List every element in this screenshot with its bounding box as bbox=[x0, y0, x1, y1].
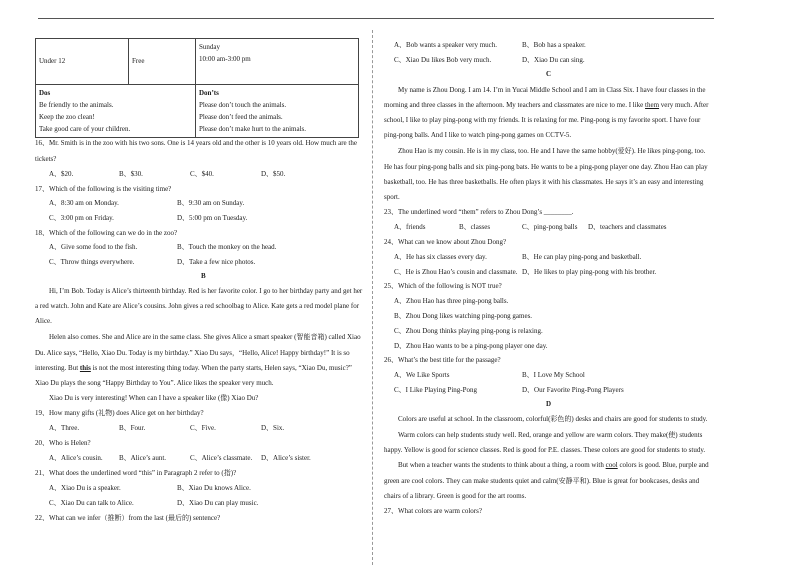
hours-text: 10:00 am-3:00 pm bbox=[199, 55, 251, 63]
option: D、5:00 pm on Tuesday. bbox=[177, 214, 248, 222]
option: B、Xiao Du knows Alice. bbox=[177, 484, 251, 492]
option: C、3:00 pm on Friday. bbox=[49, 214, 114, 222]
question-24: 24、What can we know about Zhou Dong? bbox=[384, 238, 507, 246]
top-rule bbox=[38, 18, 714, 19]
donts-item: Please don’t feed the animals. bbox=[199, 113, 283, 121]
option: A、$20. bbox=[49, 170, 74, 178]
question-16: 16、Mr. Smith is in the zoo with his two sons. One is 14 years old and the other is 10 years old. How much are the bbox=[35, 139, 357, 147]
option: A、Give some food to the fish. bbox=[49, 243, 138, 251]
option: A、friends bbox=[394, 223, 426, 231]
question-17: 17、Which of the following is the visiting time? bbox=[35, 185, 172, 193]
age-text: Under 12 bbox=[39, 57, 66, 65]
passage-c-line: Zhou Hao is my cousin. He is in my class, too. He and I have the same hobby(爱好). He likes ping-pong, too. bbox=[398, 147, 706, 155]
question-19: 19、How many gifts (礼物) does Alice get on her birthday? bbox=[35, 409, 204, 417]
option: C、I Like Playing Ping-Pong bbox=[394, 386, 478, 394]
text-run: very much. After bbox=[659, 101, 709, 109]
passage-b-line: Helen also comes. She and Alice are in the same class. She gives Alice a smart speaker (智能音箱) called Xiao bbox=[49, 333, 361, 341]
text-run: interesting. But bbox=[35, 364, 80, 372]
section-c-heading: C bbox=[546, 70, 552, 78]
passage-b-line: a red watch. John and Kate are Alice’s cousins. John gives a red schoolbag to Alice. Kate gets a red model plane for bbox=[35, 302, 360, 310]
option: B、Zhou Dong likes watching ping-pong games. bbox=[394, 312, 533, 320]
option: C、$40. bbox=[190, 170, 214, 178]
option: B、Four. bbox=[119, 424, 146, 432]
question-18: 18、Which of the following can we do in the zoo? bbox=[35, 229, 178, 237]
price-text: Free bbox=[132, 57, 145, 65]
option: D、Xiao Du can sing. bbox=[522, 56, 585, 64]
passage-c-line: ping-pong balls. And I like to watch ping-pong games on CCTV-5. bbox=[384, 131, 572, 139]
donts-cell bbox=[196, 85, 359, 138]
donts-item: Please don’t make hurt to the animals. bbox=[199, 125, 306, 133]
question-25: 25、Which of the following is NOT true? bbox=[384, 282, 502, 290]
option: A、Xiao Du is a speaker. bbox=[49, 484, 121, 492]
passage-d-line: green are cool colors. They can make students quiet and calm(安静平和). Blue is great for bookcases, desks and bbox=[384, 477, 700, 485]
option: C、ping-pong balls bbox=[522, 223, 578, 231]
option: D、Take a few nice photos. bbox=[177, 258, 256, 266]
text-run: colors is good. Blue, purple and bbox=[617, 461, 709, 469]
passage-b-line: Du. Alice says, “Hello, Xiao Du. Today is my birthday.” Xiao Du says，“Hello, Alice! Happy birthday!” It is so bbox=[35, 349, 350, 357]
passage-b-line: Alice. bbox=[35, 317, 52, 325]
section-d-heading: D bbox=[546, 400, 552, 408]
day-text: Sunday bbox=[199, 43, 220, 51]
option: A、Three. bbox=[49, 424, 80, 432]
dos-item: Take good care of your children. bbox=[39, 125, 131, 133]
passage-b-line: Hi, I’m Bob. Today is Alice’s thirteenth birthday. Red is her favorite color. I go to her birthday party and get her bbox=[49, 287, 363, 295]
question-22: 22、What can we infer（推断）from the last (最后的) sentence? bbox=[35, 514, 221, 522]
dos-item: Be friendly to the animals. bbox=[39, 101, 114, 109]
price-cell bbox=[129, 39, 196, 85]
option: C、Five. bbox=[190, 424, 216, 432]
option: A、Bob wants a speaker very much. bbox=[394, 41, 498, 49]
passage-c-line bbox=[384, 100, 708, 110]
passage-d-line: Colors are useful at school. In the classroom, colorful(彩色的) desks and chairs are good for students to study. bbox=[398, 415, 708, 423]
text-run: morning and three classes in the afternoon. My teachers and classmates are nice to me. I like bbox=[384, 101, 646, 109]
option: D、He likes to play ping-pong with his brother. bbox=[522, 268, 657, 276]
option: D、Zhou Hao wants to be a ping-pong player one day. bbox=[394, 342, 548, 350]
option: A、8:30 am on Monday. bbox=[49, 199, 119, 207]
option: D、teachers and classmates bbox=[588, 223, 667, 231]
passage-b-line: Xiao Du is very interesting! When can I have a speaker like (像) Xiao Du? bbox=[49, 394, 259, 402]
text-run: is not the most interesting thing today. When the party starts, Helen says, “Xiao Du, music?” bbox=[90, 364, 352, 372]
option: D、Xiao Du can play music. bbox=[177, 499, 259, 507]
donts-heading: Don’ts bbox=[199, 89, 219, 97]
option: B、I Love My School bbox=[522, 371, 585, 379]
section-b-heading: B bbox=[201, 272, 206, 280]
option: C、Xiao Du can talk to Alice. bbox=[49, 499, 134, 507]
passage-d-line: Warm colors can help students study well. Red, orange and yellow are warm colors. They make(使) students bbox=[398, 431, 703, 439]
option: C、Throw things everywhere. bbox=[49, 258, 135, 266]
question-26: 26、What’s the best title for the passage? bbox=[384, 356, 501, 364]
underlined-word: cool bbox=[605, 461, 618, 469]
option: D、Six. bbox=[261, 424, 285, 432]
option: B、Touch the monkey on the head. bbox=[177, 243, 277, 251]
passage-b-line: Xiao Du plays the song “Happy Birthday to You”. Alice likes the speaker very much. bbox=[35, 379, 274, 387]
option: C、He is Zhou Hao’s cousin and classmate. bbox=[394, 268, 518, 276]
option: A、He has six classes every day. bbox=[394, 253, 487, 261]
passage-d-line: chairs of a library. Green is good for the art rooms. bbox=[384, 492, 527, 500]
passage-b-line bbox=[35, 363, 352, 373]
passage-c-line: sport. bbox=[384, 193, 400, 201]
option: B、classes bbox=[459, 223, 491, 231]
option: B、He can play ping-pong and basketball. bbox=[522, 253, 642, 261]
passage-d-line bbox=[398, 460, 709, 470]
zoo-info-table bbox=[35, 38, 359, 138]
question-16-cont: tickets? bbox=[35, 155, 57, 163]
question-20: 20、Who is Helen? bbox=[35, 439, 91, 447]
option: C、Zhou Dong thinks playing ping-pong is relaxing. bbox=[394, 327, 543, 335]
option: A、We Like Sports bbox=[394, 371, 450, 379]
option: D、Our Favorite Ping-Pong Players bbox=[522, 386, 624, 394]
donts-item: Please don’t touch the animals. bbox=[199, 101, 287, 109]
dos-item: Keep the zoo clean! bbox=[39, 113, 95, 121]
option: B、Alice’s aunt. bbox=[119, 454, 167, 462]
question-27: 27、What colors are warm colors? bbox=[384, 507, 482, 515]
option: D、Alice’s sister. bbox=[261, 454, 311, 462]
option: A、Alice’s cousin. bbox=[49, 454, 103, 462]
question-23: 23、The underlined word “them” refers to Zhou Dong’s ________. bbox=[384, 208, 574, 216]
option: A、Zhou Hao has three ping-pong balls. bbox=[394, 297, 509, 305]
question-21: 21、What does the underlined word “this” in Paragraph 2 refer to (指)? bbox=[35, 469, 237, 477]
option: B、$30. bbox=[119, 170, 143, 178]
passage-c-line: school, I like to play ping-pong with my friends. It is relaxing for me. Ping-pong is my favorite sport. I have four bbox=[384, 116, 701, 124]
option: B、Bob has a speaker. bbox=[522, 41, 586, 49]
passage-c-line: He has four ping-pong balls and six ping-pong bats. He wants to be a ping-pong player one day. Zhou Hao can play bbox=[384, 163, 708, 171]
option: C、Xiao Du likes Bob very much. bbox=[394, 56, 492, 64]
passage-d-line: happy. Yellow is good for science classes. Red is good for P.E. classes. These colors are good for students to study. bbox=[384, 446, 706, 454]
age-cell bbox=[36, 39, 129, 85]
passage-c-line: basketball, too. He has three basketballs. He often plays it with his classmates. He says it’s an easy and interesting bbox=[384, 178, 704, 186]
option: D、$50. bbox=[261, 170, 286, 178]
dos-heading: Dos bbox=[39, 89, 51, 97]
underlined-word: them bbox=[645, 101, 660, 109]
time-cell bbox=[196, 39, 359, 85]
dos-cell bbox=[36, 85, 196, 138]
underlined-word: this bbox=[79, 364, 91, 372]
passage-c-line: My name is Zhou Dong. I am 14. I’m in Yucai Middle School and I am in Class Six. I have four classes in the bbox=[398, 86, 706, 94]
column-divider bbox=[372, 30, 373, 565]
option: B、9:30 am on Sunday. bbox=[177, 199, 245, 207]
option: C、Alice’s classmate. bbox=[190, 454, 253, 462]
text-run: But when a teacher wants the students to think about a thing, a room with bbox=[398, 461, 606, 469]
